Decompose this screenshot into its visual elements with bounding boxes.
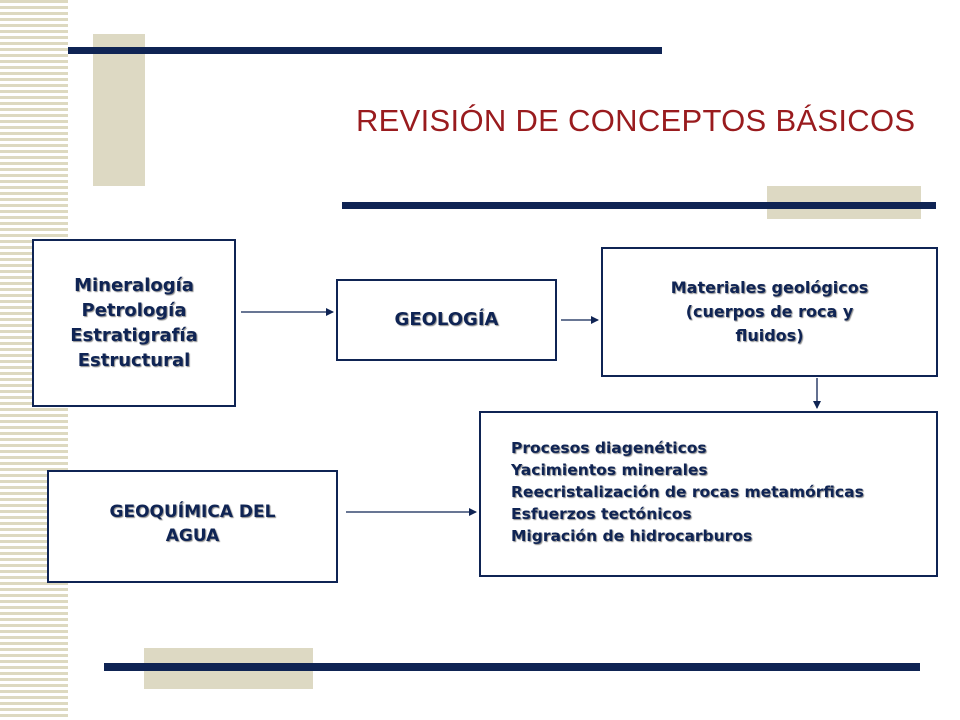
geoquimica-line-2: AGUA <box>165 526 220 546</box>
discipline-petrologia: Petrología <box>81 300 187 321</box>
materiales-line-3: fluidos) <box>735 326 804 345</box>
procesos-item: Migración de hidrocarburos <box>511 527 753 545</box>
discipline-mineralogia: Mineralogía <box>74 275 194 296</box>
procesos-item: Esfuerzos tectónicos <box>511 505 692 523</box>
geologia-label: GEOLOGÍA <box>394 309 499 330</box>
procesos-item: Reecristalización de rocas metamórficas <box>511 483 864 501</box>
geoquimica-line-1: GEOQUÍMICA DEL <box>109 502 276 522</box>
discipline-estratigrafia: Estratigrafía <box>70 325 198 346</box>
materiales-line-1: Materiales geológicos <box>670 278 869 297</box>
materiales-line-2: (cuerpos de roca y <box>685 302 854 321</box>
discipline-estructural: Estructural <box>77 350 191 371</box>
procesos-item: Yacimientos minerales <box>511 461 708 479</box>
procesos-item: Procesos diagenéticos <box>511 439 707 457</box>
slide-title: REVISIÓN DE CONCEPTOS BÁSICOS <box>356 103 916 138</box>
